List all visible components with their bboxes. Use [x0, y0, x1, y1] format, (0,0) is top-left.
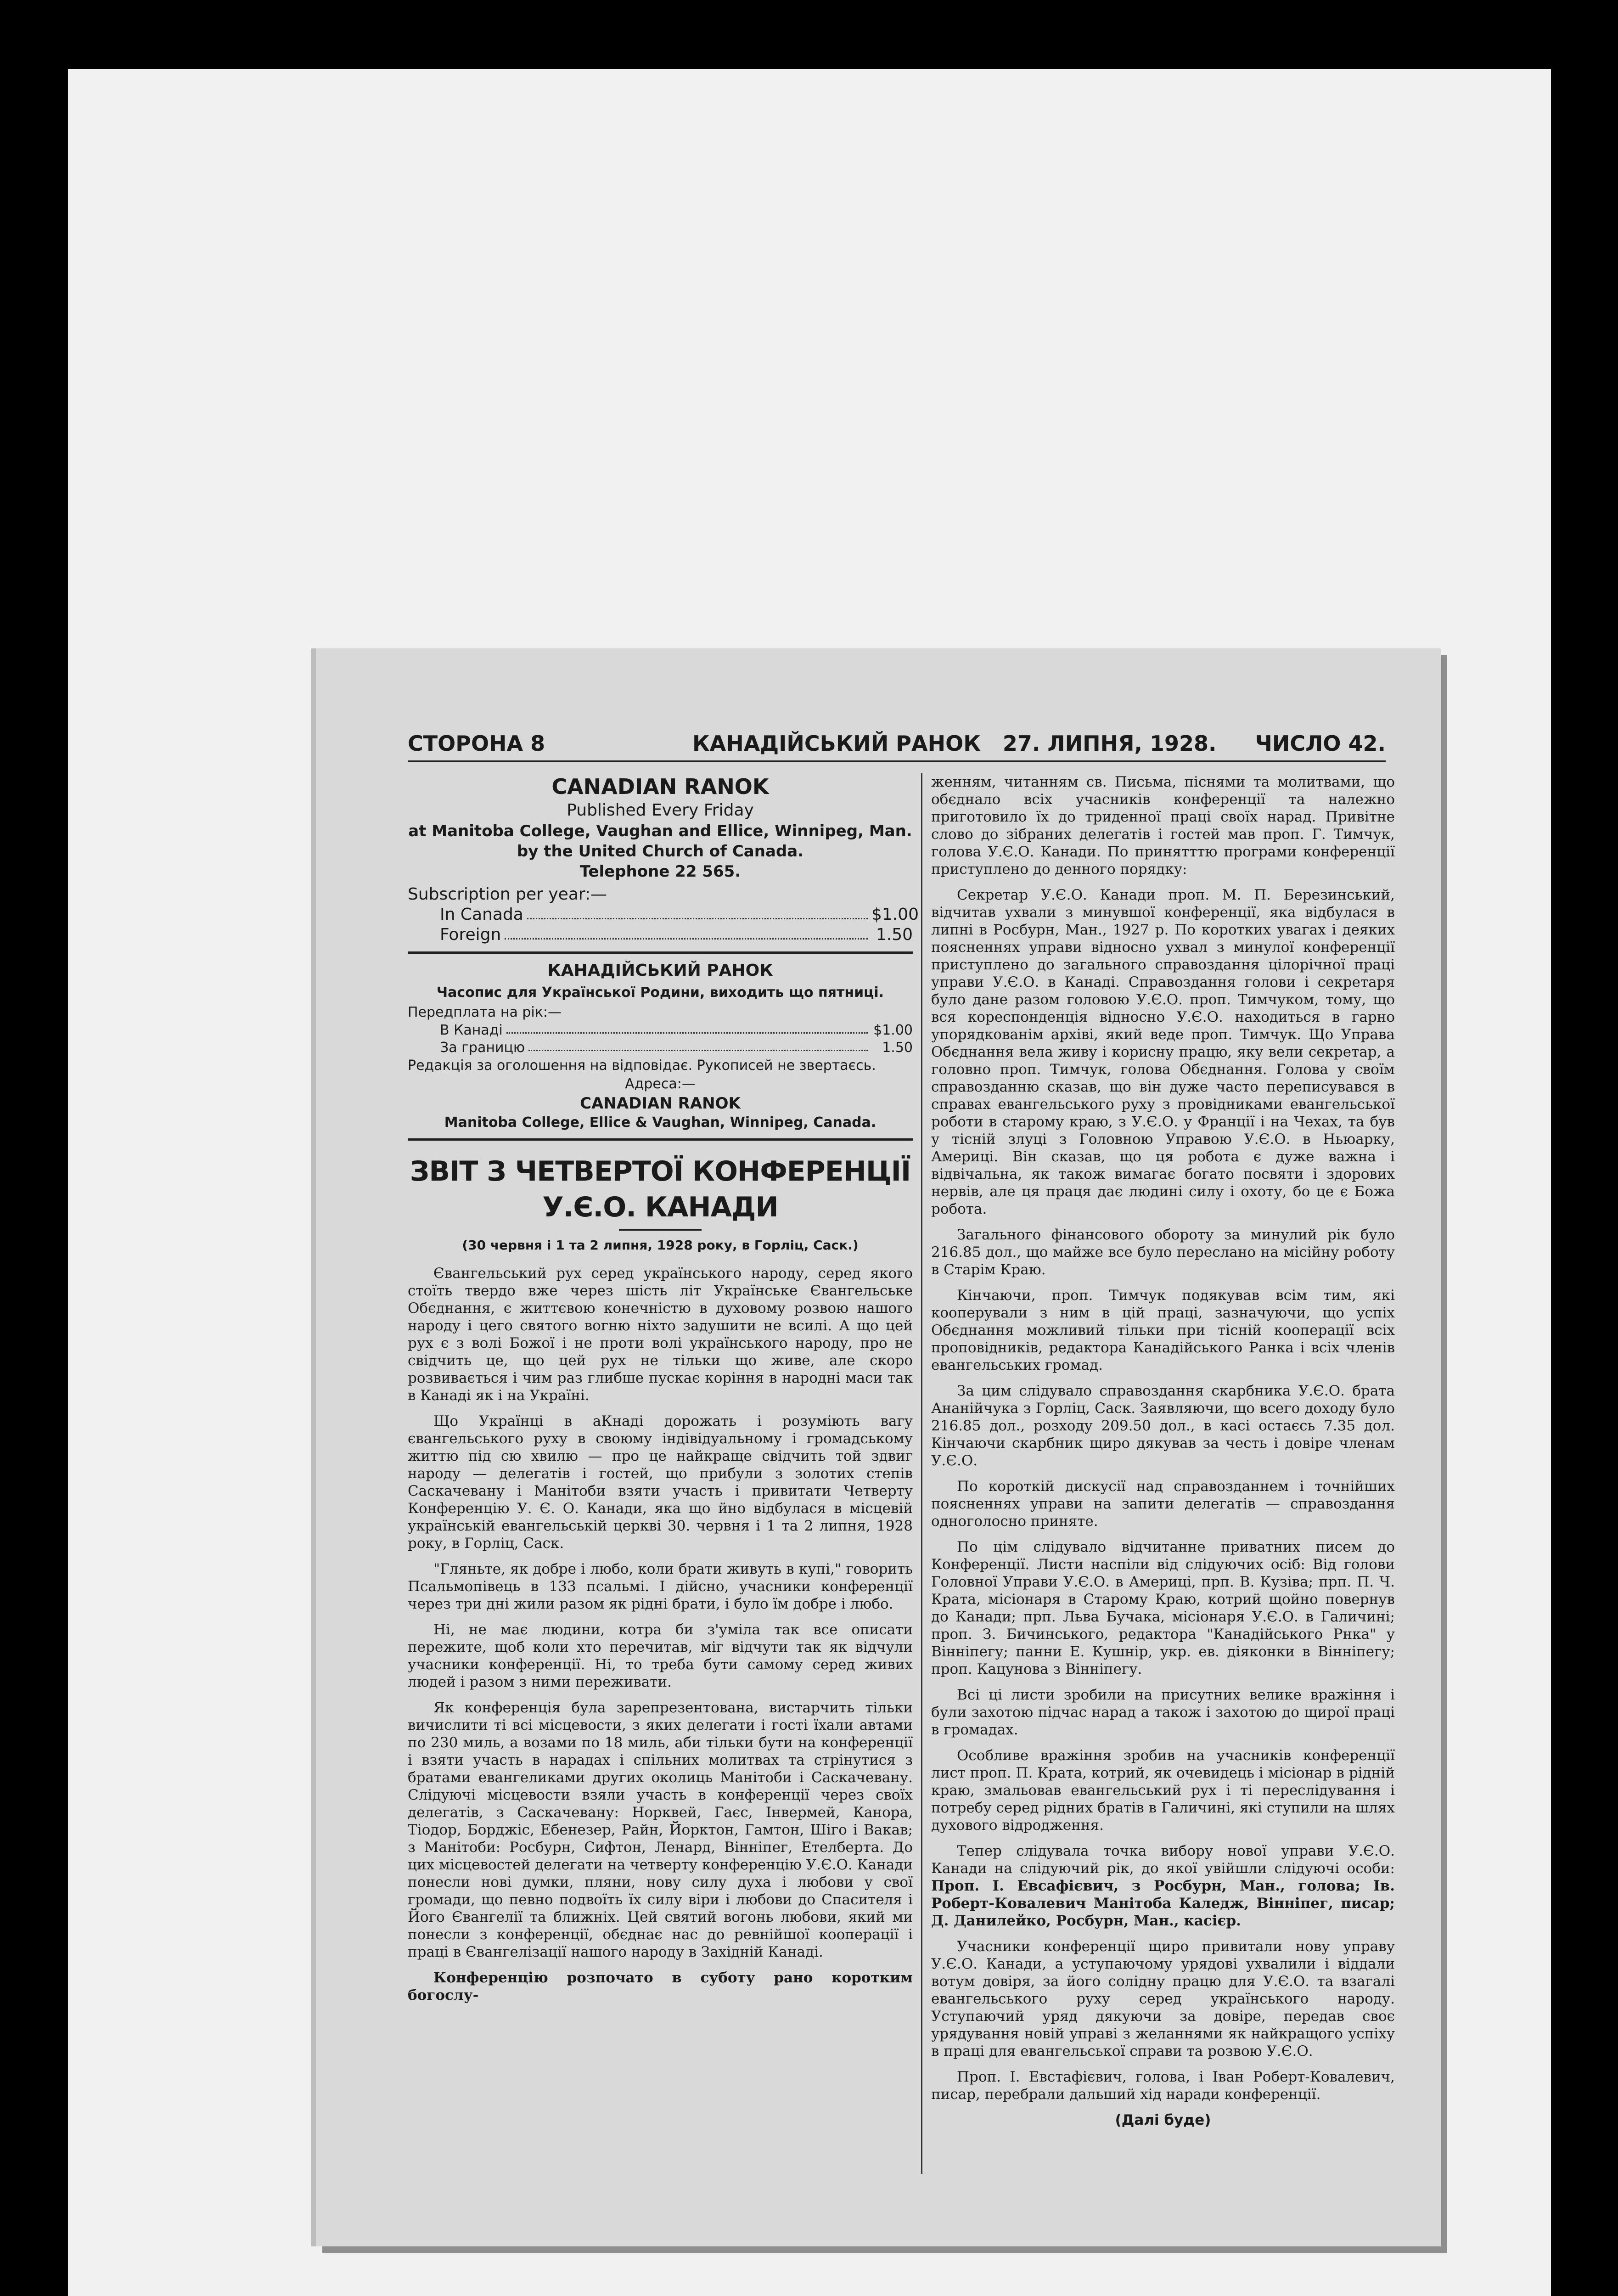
- dot-leader: [528, 1039, 868, 1051]
- article-paragraph: Проп. І. Евстафієвич, голова, і Іван Роберт-Ковалевич, писар, перебрали дальший хід наради конференції.: [931, 2069, 1395, 2103]
- article-paragraph: Секретар У.Є.О. Канади проп. М. П. Березинський, відчитав ухвали з минувшої конференції, яка відбулася в липні в Росбурн, Ман., 1927 р. По коротких увагах і деяких поясненнях управи відносно ухвал з минулої конференції приступлено до загального справоздання цілорічної праці управи У.Є.О. в Канаді. Справоздання голови і секретаря було дане разом головою У.Є.О. проп. Тимчуком, тому, що вся кореспонденція відносно У.Є.О. находиться в гарно упорядкованім архіві, який веде проп. Тимчук. Що Управа Обєднання вела живу і корисну працю, яку вели секретар, а головно проп. Тимчук, голова Обєднання. Голова у своїм справозданню сказав, що він дуже часто переписувався в справах евангельського руху з провідниками евангельської роботи в старому краю, з У.Є.О. у Франції і на Чехах, та був у тісній злуці з Головною Управою У.Є.О. в Ньюарку, Америці. Він сказав, що ця робота є дуже важна і відвічальна, як також вимагає богато посвяти і здорових нервів, але ця праця дає людині силу і охоту, бо це є Божа робота.: [931, 887, 1395, 1217]
- officers-list: Проп. І. Евсафієвич, з Росбурн, Ман., голова; Ів. Роберт-Ковалевич Манітоба Каледж, Вінніпег, писар; Д. Данилейко, Росбурн, Ман., касієр.: [931, 1878, 1395, 1929]
- masthead-english: [408, 773, 913, 882]
- masthead-address-1: at Manitoba College, Vaughan and Ellice, Winnipeg, Man.: [408, 822, 912, 840]
- price-row: [408, 1039, 913, 1057]
- masthead-ua-title: КАНАДІЙСЬКИЙ РАНОК: [547, 961, 773, 980]
- article-paragraph: По короткій дискусії над справозданнем і точнійших поясненнях управи на запити делегатів — справоздання одноголосно приняте.: [931, 1478, 1395, 1530]
- divider: [408, 1138, 913, 1141]
- running-header: [408, 731, 1386, 762]
- dot-leader: [527, 905, 868, 919]
- article-paragraph: Особливе вражіння зробив на учасників конференції лист проп. П. Крата, котрий, як очевидець і місіонар в рідній краю, змальовав евангельський рух і ті переслідування і потребу серед рідних братів в Галичині, які ступили на шлях духового відродження.: [931, 1747, 1395, 1834]
- dot-leader: [505, 925, 868, 940]
- price-label: Foreign: [440, 925, 501, 944]
- ua-subscription-label: Передплата на рік:—: [408, 1004, 562, 1020]
- newspaper-page: [316, 648, 1441, 2246]
- issue-number: ЧИСЛО 42.: [1255, 731, 1386, 756]
- microfilm-frame: [68, 69, 1551, 2296]
- price-row: [408, 925, 913, 945]
- price-amount: 1.50: [882, 1040, 913, 1056]
- article-paragraph: Кінчаючи, проп. Тимчук подякував всім тим, які кооперували з ним в цій праці, зазначуючи, що успіх Обєднання можливий тільки при тісній кооперації всіх проповідників, редактора Канадійського Ранка і всіх членів евангельських громад.: [931, 1287, 1395, 1373]
- article-paragraph: Що Українці в аКнаді дорожать і розуміють вагу євангельського руху в своюму індівідуальному і громадському життю під сю хвилю — про це найкраще свідчить той здвиг народу — делегатів і гостей, що прибули з золотих степів Саскачевану і Манітоби взяти участь і привитати Четверту Конференцію У. Є. О. Канади, яка що йно відбулася в місцевій українській евангельській церкві 30. червня і 1 та 2 липня, 1928 року, в Горліц, Саск.: [408, 1413, 913, 1552]
- price-amount: 1.50: [876, 925, 913, 944]
- masthead-title: CANADIAN RANOK: [551, 774, 769, 799]
- article-paragraph: По цім слідувало відчитанне приватних писем до Конференції. Листи наспіли від слідуючих осіб: Від голови Головної Управи У.Є.О. в Америці, прп. В. Кузіва; прп. П. Ч. Крата, місіонаря в Старому Краю, котрий щойно повернув до Канади; прп. Льва Бучака, місіонаря У.Є.О. в Галичині; проп. З. Бичинського, редактора "Канадійського Рнка" у Вінніпегу; панни Е. Кушнір, укр. ев. діяконки в Вінніпегу; проп. Кацунова з Вінніпегу.: [931, 1539, 1395, 1677]
- column-rule: [921, 773, 922, 2174]
- price-row: [408, 905, 919, 925]
- article-paragraph: "Гляньте, як добре і любо, коли брати живуть в купі," говорить Псальмопівець в 133 псальмі. І дійсно, учасники конференції через три дні жили разом як рідні брати, і було їм добре і любо.: [408, 1561, 913, 1612]
- article-paragraph: женням, читанням св. Письма, піснями та молитвами, що обєднало всіх учасників конференції та належно приготовило їх до триденної праці своїх нарад. Привітне слово до зібраних делегатів і гостей мав проп. Г. Тимчук, голова У.Є.О. Канади. По принятттю програми конференції приступлено до денного порядку:: [931, 774, 1395, 878]
- article-paragraph: Євангельський рух серед українського народу, серед якого стоїть твердо вже через шість літ Українське Євангельське Обєднання, є життєвою конечністю в духовому розвою нашого народу і цего святого вогню ніхто задушити не всилі. А що цей рух є з волі Божої і не проти волі українського народу, про не свідчить це, що цей рух не тільки що живе, але скоро розвивається і чим раз глибше пускає коріння в народні маси так в Канаді як і на Україні.: [408, 1265, 913, 1404]
- price-label: За границю: [440, 1040, 525, 1056]
- article-paragraph: Ні, не має людини, котра би з'уміла так все описати пережите, щоб коли хто перечитав, міг відчути так як відчули учасники конференції. Ні, то треба бути самому серед живих людей і разом з ними переживати.: [408, 1621, 913, 1690]
- article-paragraph: [931, 1842, 1395, 1930]
- dot-leader: [506, 1022, 868, 1034]
- subscription-label: Subscription per year:—: [408, 885, 607, 904]
- page-number-label: СТОРОНА 8: [408, 731, 545, 756]
- article-paragraph: Конференцію розпочато в суботу рано коротким богослу-: [408, 1970, 913, 2003]
- price-row: [408, 1022, 913, 1039]
- price-amount: $1.00: [871, 905, 919, 924]
- divider: [408, 951, 913, 954]
- issue-date: 27. ЛИПНЯ, 1928.: [1002, 731, 1217, 756]
- right-column: [931, 773, 1395, 2220]
- election-intro: Тепер слідувала точка вибору нової управи У.Є.О. Канади на слідуючий рік, до якої увійшли слідуючі особи:: [931, 1843, 1395, 1877]
- article-paragraph: За цим слідувало справоздання скарбника У.Є.О. брата Ананійчука з Горліц, Саск. Заявляючи, що всего доходу було 216.85 дол., розходу 209.50 дол., в касі остаєсь 7.35 дол. Кінчаючи скарбник щиро дякував за честь і довіре членам У.Є.О.: [931, 1383, 1395, 1469]
- masthead-ua-subtitle: Часопис для Української Родини, виходить що пятниці.: [436, 985, 884, 1001]
- continued-note: (Далі буде): [1115, 2112, 1211, 2128]
- editorial-notice: Редакція за оголошення на відповідає. Рукописей не звертаєсь.: [408, 1058, 876, 1074]
- paper-name-and-date: [692, 731, 1217, 756]
- article-headline: ЗВІТ З ЧЕТВЕРТОЇ КОНФЕРЕНЦІЇ У.Є.О. КАНАДИ: [410, 1155, 911, 1223]
- address-label: Адреса:—: [625, 1076, 696, 1092]
- masthead-address-2: by the United Church of Canada.: [517, 842, 804, 861]
- address-line: Manitoba College, Ellice & Vaughan, Winnipeg, Canada.: [444, 1114, 876, 1131]
- article-paragraph: Всі ці листи зробили на присутних велике вражіння і були захотою підчас нарад а також і захотою до щирої праці в громадах.: [931, 1687, 1395, 1738]
- headline-rule: [619, 1229, 702, 1231]
- price-amount: $1.00: [873, 1022, 913, 1038]
- article-paragraph: Як конференція була зарепрезентована, вистарчить тільки вичислити ті всі місцевости, з яких делегати і гості їхали автами по 230 миль, а возами по 18 миль, аби тільки бути на конференції і взяти участь в нарадах і спільних молитвах та стрінутися з братами евангеликами других околиць Манітоби і Саскачевану. Слідуючі місцевости взяли участь в конференції через своїх делегатів, з Саскачевану: Норквей, Гаєс, Інвермей, Канора, Тіодор, Борджіс, Ебенезер, Райн, Йорктон, Гамтон, Шіго і Вакав; з Манітоби: Росбурн, Сифтон, Ленард, Вінніпег, Етелберта. До цих місцевостей делегати на четверту конференцію У.Є.О. Канади понесли нові думки, пляни, нову силу духа і любови у свої громади, що певно подвоїть їх силу віри і любови до Спасителя і Його Євангелії та ближніх. Цей святий вогонь любови, який ми понесли з конференції, обєднає нас до ревнійшої кооперації і праці в Євангелізації нашого народу в Західній Канаді.: [408, 1699, 913, 1960]
- address-title: CANADIAN RANOK: [580, 1094, 741, 1113]
- price-label: In Canada: [440, 905, 523, 924]
- article-paragraph: Учасники конференції щиро привитали нову управу У.Є.О. Канади, а уступаючому урядові ухвалили і віддали вотум довіря, за його солідну працю для У.Є.О. та взагалі евангельського руху серед українського народу. Уступаючий уряд дякуючи за довіре, передав своє урядування новій управі з желаннями як найкращого успіху в праці для евангельської справи та розвою У.Є.О.: [931, 1938, 1395, 2060]
- masthead-frequency: Published Every Friday: [567, 801, 754, 820]
- masthead-telephone: Telephone 22 565.: [579, 862, 741, 881]
- article-paragraph: Загального фінансового обороту за минулий рік було 216.85 дол., що майже все було переслано на місійну роботу в Старім Краю.: [931, 1227, 1395, 1278]
- price-label: В Канаді: [440, 1022, 503, 1038]
- left-column: [408, 773, 919, 2174]
- article-dateline: (30 червня і 1 та 2 липня, 1928 року, в Горліц, Саск.): [462, 1238, 859, 1253]
- paper-name: КАНАДІЙСЬКИЙ РАНОК: [692, 731, 981, 756]
